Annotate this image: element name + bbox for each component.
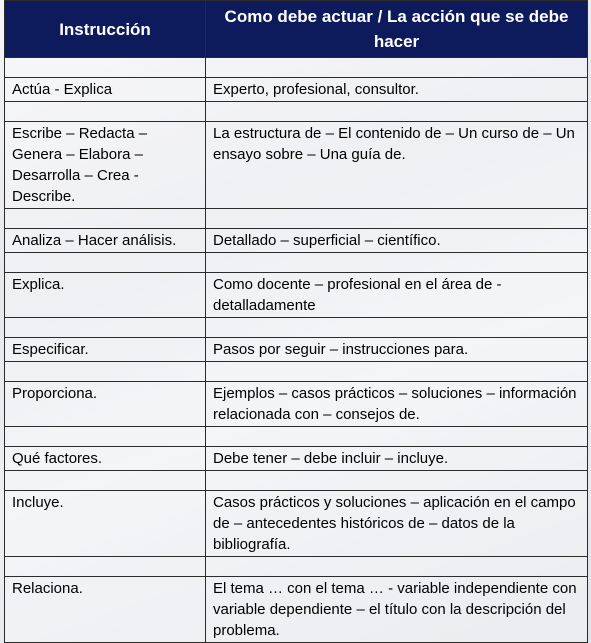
table-row — [5, 447, 588, 471]
action-cell: Experto, profesional, consultor. — [206, 78, 588, 102]
action-cell: Detallado – superficial – científico. — [206, 229, 588, 253]
action-cell: Ejemplos – casos prácticos – soluciones – información relacionada con – consejos de. — [206, 382, 588, 427]
instruction-cell: Actúa - Explica — [5, 78, 206, 102]
instruction-cell: Escribe – Redacta – Genera – Elabora – Desarrolla – Crea - Describe. — [5, 122, 206, 209]
instruction-cell: Qué factores. — [5, 447, 206, 471]
spacer-cell — [206, 253, 588, 273]
table-row — [5, 382, 588, 427]
spacer-cell — [5, 58, 206, 78]
table-row — [5, 229, 588, 253]
spacer-row — [5, 209, 588, 229]
spacer-cell — [5, 557, 206, 577]
spacer-cell — [5, 362, 206, 382]
spacer-cell — [5, 102, 206, 122]
action-cell: La estructura de – El contenido de – Un curso de – Un ensayo sobre – Una guía de. — [206, 122, 588, 209]
instruction-cell: Incluye. — [5, 491, 206, 557]
table-row — [5, 577, 588, 643]
instruction-table — [4, 0, 588, 643]
action-cell: Como docente – profesional en el área de - detalladamente — [206, 273, 588, 318]
header-action: Como debe actuar / La acción que se debe hacer — [206, 1, 588, 58]
header-row — [5, 1, 588, 58]
action-cell: El tema … con el tema … - variable independiente con variable dependiente – el título con la descripción del problema. — [206, 577, 588, 643]
table-row — [5, 273, 588, 318]
spacer-cell — [5, 318, 206, 338]
spacer-row — [5, 471, 588, 491]
spacer-cell — [206, 102, 588, 122]
spacer-cell — [206, 362, 588, 382]
spacer-cell — [206, 557, 588, 577]
action-cell: Debe tener – debe incluir – incluye. — [206, 447, 588, 471]
spacer-cell — [206, 318, 588, 338]
instruction-cell: Analiza – Hacer análisis. — [5, 229, 206, 253]
spacer-row — [5, 362, 588, 382]
header-instruction: Instrucción — [5, 1, 206, 58]
table-row — [5, 338, 588, 362]
spacer-cell — [5, 253, 206, 273]
spacer-cell — [206, 471, 588, 491]
spacer-row — [5, 318, 588, 338]
spacer-row — [5, 557, 588, 577]
instruction-cell: Relaciona. — [5, 577, 206, 643]
table-row — [5, 122, 588, 209]
instruction-cell: Especificar. — [5, 338, 206, 362]
spacer-row — [5, 253, 588, 273]
table-row — [5, 78, 588, 102]
spacer-cell — [5, 209, 206, 229]
spacer-row — [5, 58, 588, 78]
spacer-row — [5, 102, 588, 122]
spacer-cell — [206, 427, 588, 447]
table-row — [5, 491, 588, 557]
spacer-cell — [206, 58, 588, 78]
action-cell: Casos prácticos y soluciones – aplicación en el campo de – antecedentes históricos de – datos de la bibliografía. — [206, 491, 588, 557]
instruction-cell: Explica. — [5, 273, 206, 318]
spacer-cell — [5, 427, 206, 447]
action-cell: Pasos por seguir – instrucciones para. — [206, 338, 588, 362]
spacer-row — [5, 427, 588, 447]
instruction-cell: Proporciona. — [5, 382, 206, 427]
spacer-cell — [206, 209, 588, 229]
spacer-cell — [5, 471, 206, 491]
